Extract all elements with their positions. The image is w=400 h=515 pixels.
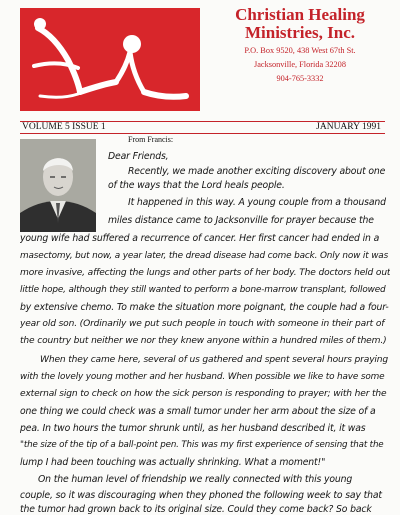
letter-line: by extensive chemo. To make the situation more poignant, the couple had a four-: [20, 302, 389, 313]
letter-line: the country but neither we nor they knew anyone within a hundred miles of them.): [20, 336, 387, 346]
letter-line: young wife had suffered a recurrence of cancer. Her first cancer had ended in a: [20, 233, 380, 244]
letter-line: one thing we could check was a small tumor under her arm about the size of a: [20, 406, 376, 417]
letter-line: external sign to check on how the sick person is responding to prayer; with her the: [20, 389, 387, 399]
portrait-image: [20, 139, 96, 232]
letter-line: When they came here, several of us gathered and spent several hours praying: [40, 355, 389, 365]
address-line2: Jacksonville, Florida 32208: [254, 60, 346, 69]
letter-line: On the human level of friendship we really connected with this young: [38, 474, 353, 485]
letter-line: pea. In two hours the tumor shrunk until, as her husband described it, it was: [20, 423, 366, 434]
letter-line: more invasive, affecting the lungs and other parts of her body. The doctors held out: [20, 268, 390, 278]
org-header: [205, 6, 395, 84]
letter-line: the tumor had grown back to its original size. Could they come back? So back: [20, 504, 372, 515]
issue-date: JANUARY 1991: [316, 122, 381, 132]
letter-line: Recently, we made another exciting discovery about one: [128, 166, 386, 177]
hands-reaching-icon: [20, 8, 200, 111]
letter-line: masectomy, but now, a year later, the dread disease had come back. Only now it was: [20, 251, 389, 261]
from-label: From Francis:: [128, 135, 174, 144]
org-name-line1: Christian Healing: [235, 5, 365, 24]
letter-line: with the lovely young mother and her husband. When possible we like to have some: [20, 372, 385, 382]
org-name-line2: Ministries, Inc.: [244, 23, 356, 42]
letter-line: It happened in this way. A young couple from a thousand: [128, 197, 386, 208]
letter-line: year old son. (Ordinarily we put such people in touch with someone in their part of: [20, 319, 385, 329]
address-line1: P.O. Box 9520, 438 West 67th St.: [244, 46, 356, 55]
issue-volume: VOLUME 5 ISSUE 1: [22, 122, 106, 132]
issue-bar: [20, 121, 385, 134]
letter-line: lump I had been touching was actually shrinking. What a moment!": [20, 457, 326, 468]
letter-line: "the size of the tip of a ball-point pen. This was my first experience of sensing that the: [20, 440, 384, 450]
letter-line: miles distance came to Jacksonville for prayer because the: [108, 215, 374, 226]
letter-line: Dear Friends,: [108, 151, 169, 162]
logo: [20, 8, 200, 111]
letter-line: of the ways that the Lord heals people.: [108, 180, 285, 191]
letter-line: couple, so it was discouraging when they phoned the following week to say that: [20, 490, 382, 501]
letter-line: little hope, although they still wanted to perform a bone-marrow transplant, followed: [20, 285, 386, 295]
author-photo: [20, 139, 96, 232]
phone: 904-765-3332: [276, 74, 324, 83]
